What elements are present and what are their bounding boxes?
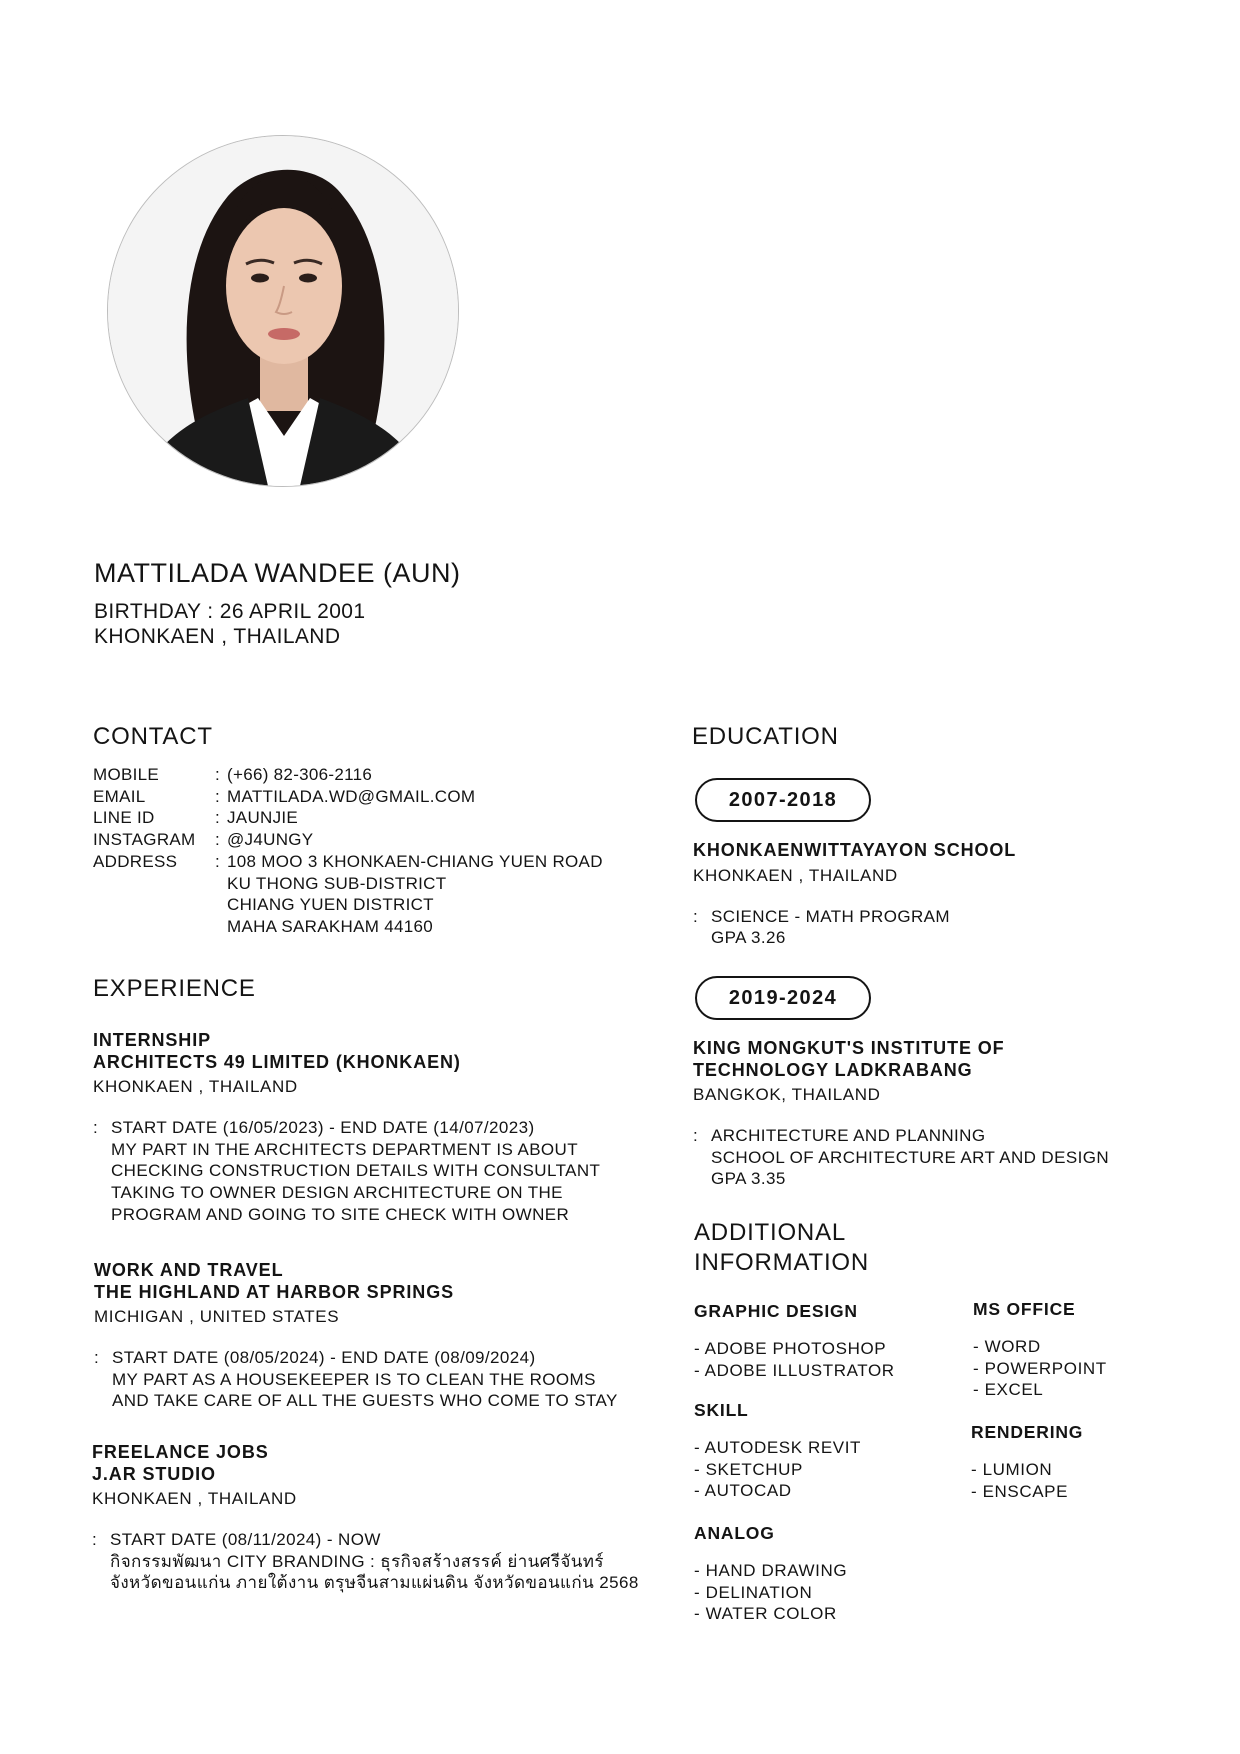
experience-role: FREELANCE JOBS: [92, 1442, 269, 1462]
experience-item: [94, 1260, 618, 1412]
mobile-value: (+66) 82-306-2116: [227, 765, 373, 784]
school-location: BANGKOK, THAILAND: [693, 1085, 881, 1104]
list-item: - LUMION: [971, 1460, 1053, 1479]
profile-photo: [107, 135, 459, 487]
hometown: KHONKAEN , THAILAND: [94, 625, 341, 648]
school-name: TECHNOLOGY LADKRABANG: [693, 1059, 973, 1080]
contact-label: LINE ID: [93, 808, 155, 828]
list-item: - AUTODESK REVIT: [694, 1438, 862, 1457]
skill-heading: SKILL: [694, 1400, 749, 1420]
contact-row-instagram: INSTAGRAM : @J4UNGY: [93, 830, 314, 850]
education-description: : SCIENCE - MATH PROGRAM GPA 3.26: [693, 906, 950, 948]
experience-role: INTERNSHIP: [93, 1030, 212, 1050]
list-item: - DELINATION: [694, 1582, 813, 1602]
experience-item: [92, 1442, 639, 1594]
instagram-value: @J4UNGY: [227, 830, 314, 850]
experience-description: : START DATE (08/11/2024) - NOW กิจกรรมพัฒนา CITY BRANDING : ธุรกิจสร้างสรรค์ ย่านศรีจันทร์ จังหวัดขอนแก่น ภายใต้งาน ตรุษจีนสามแผ่นดิน จังหวัดขอนแก่น 2568: [92, 1530, 639, 1593]
list-item: - SKETCHUP: [694, 1459, 803, 1479]
experience-location: MICHIGAN , UNITED STATES: [94, 1307, 340, 1326]
contact-row-address: ADDRESS : 108 MOO 3 KHONKAEN-CHIANG YUEN ROAD KU THONG SUB-DISTRICT CHIANG YUEN DISTRICT MAHA SARAKHAM 44160: [93, 851, 603, 936]
experience-org: ARCHITECTS 49 LIMITED (KHONKAEN): [93, 1051, 461, 1072]
email-value: MATTILADA.WD@GMAIL.COM: [227, 786, 476, 806]
list-item: - WATER COLOR: [694, 1604, 837, 1624]
graphic-design-heading: GRAPHIC DESIGN: [694, 1301, 858, 1321]
education-description: : ARCHITECTURE AND PLANNING SCHOOL OF ARCHITECTURE ART AND DESIGN GPA 3.35: [693, 1126, 1109, 1189]
contact-row-line-id: LINE ID : JAUNJIE: [93, 808, 299, 828]
school-name: KHONKAENWITTAYAYON SCHOOL: [693, 840, 1017, 860]
line-id-value: JAUNJIE: [227, 808, 299, 828]
experience-location: KHONKAEN , THAILAND: [92, 1489, 297, 1508]
ms-office-list: [973, 1336, 1107, 1401]
experience-item: [93, 1030, 600, 1226]
contact-row-mobile: MOBILE : (+66) 82-306-2116: [93, 765, 373, 784]
list-item: - POWERPOINT: [973, 1358, 1107, 1378]
contact-label: INSTAGRAM: [93, 830, 196, 850]
analog-list: [694, 1560, 847, 1625]
contact-details: [93, 764, 603, 938]
contact-label: EMAIL: [93, 786, 146, 806]
birthday: BIRTHDAY : 26 APRIL 2001: [94, 600, 366, 623]
school-name: KING MONGKUT'S INSTITUTE OF: [693, 1038, 1005, 1058]
year-badge: 2019-2024: [695, 976, 871, 1020]
experience-description: : START DATE (16/05/2023) - END DATE (14/07/2023) MY PART IN THE ARCHITECTS DEPARTMENT IS ABOUT CHECKING CONSTRUCTION DETAILS WITH CONSULTANT TAKING TO OWNER DESIGN ARCHITECTURE ON THE PROGRAM AND GOING TO SITE CHECK WITH OWNER: [93, 1118, 601, 1224]
contact-label: ADDRESS: [93, 851, 178, 871]
education-item: [693, 840, 1016, 949]
portrait-illustration: [108, 136, 458, 486]
experience-role: WORK AND TRAVEL: [94, 1260, 284, 1280]
experience-heading: EXPERIENCE: [93, 975, 256, 1002]
list-item: - AUTOCAD: [694, 1481, 792, 1501]
experience-description: : START DATE (08/05/2024) - END DATE (08/09/2024) MY PART AS A HOUSEKEEPER IS TO CLEAN THE ROOMS AND TAKE CARE OF ALL THE GUESTS WHO COME TO STAY: [94, 1348, 618, 1411]
list-item: - WORD: [973, 1337, 1041, 1356]
contact-heading: CONTACT: [93, 723, 213, 750]
experience-org: J.AR STUDIO: [92, 1463, 216, 1484]
ms-office-heading: MS OFFICE: [973, 1299, 1076, 1319]
list-item: - ADOBE ILLUSTRATOR: [694, 1360, 895, 1380]
list-item: - ADOBE PHOTOSHOP: [694, 1339, 887, 1358]
contact-label: MOBILE: [93, 765, 160, 784]
year-badge: 2007-2018: [695, 778, 871, 822]
rendering-list: [971, 1459, 1068, 1502]
skill-list: [694, 1437, 861, 1502]
list-item: - HAND DRAWING: [694, 1561, 848, 1580]
education-item: [693, 1038, 1109, 1190]
experience-org: THE HIGHLAND AT HARBOR SPRINGS: [94, 1281, 454, 1302]
rendering-heading: RENDERING: [971, 1422, 1084, 1442]
analog-heading: ANALOG: [694, 1523, 775, 1543]
address-value: 108 MOO 3 KHONKAEN-CHIANG YUEN ROAD KU THONG SUB-DISTRICT CHIANG YUEN DISTRICT MAHA SARAKHAM 44160: [227, 851, 603, 936]
list-item: - ENSCAPE: [971, 1481, 1069, 1501]
experience-location: KHONKAEN , THAILAND: [93, 1077, 298, 1096]
education-heading: EDUCATION: [692, 723, 839, 750]
graphic-design-list: [694, 1338, 895, 1381]
school-location: KHONKAEN , THAILAND: [693, 865, 898, 885]
additional-info-heading: ADDITIONAL INFORMATION: [694, 1219, 870, 1276]
list-item: - EXCEL: [973, 1380, 1044, 1400]
full-name: MATTILADA WANDEE (AUN): [94, 558, 461, 588]
contact-row-email: EMAIL : MATTILADA.WD@GMAIL.COM: [93, 786, 476, 806]
